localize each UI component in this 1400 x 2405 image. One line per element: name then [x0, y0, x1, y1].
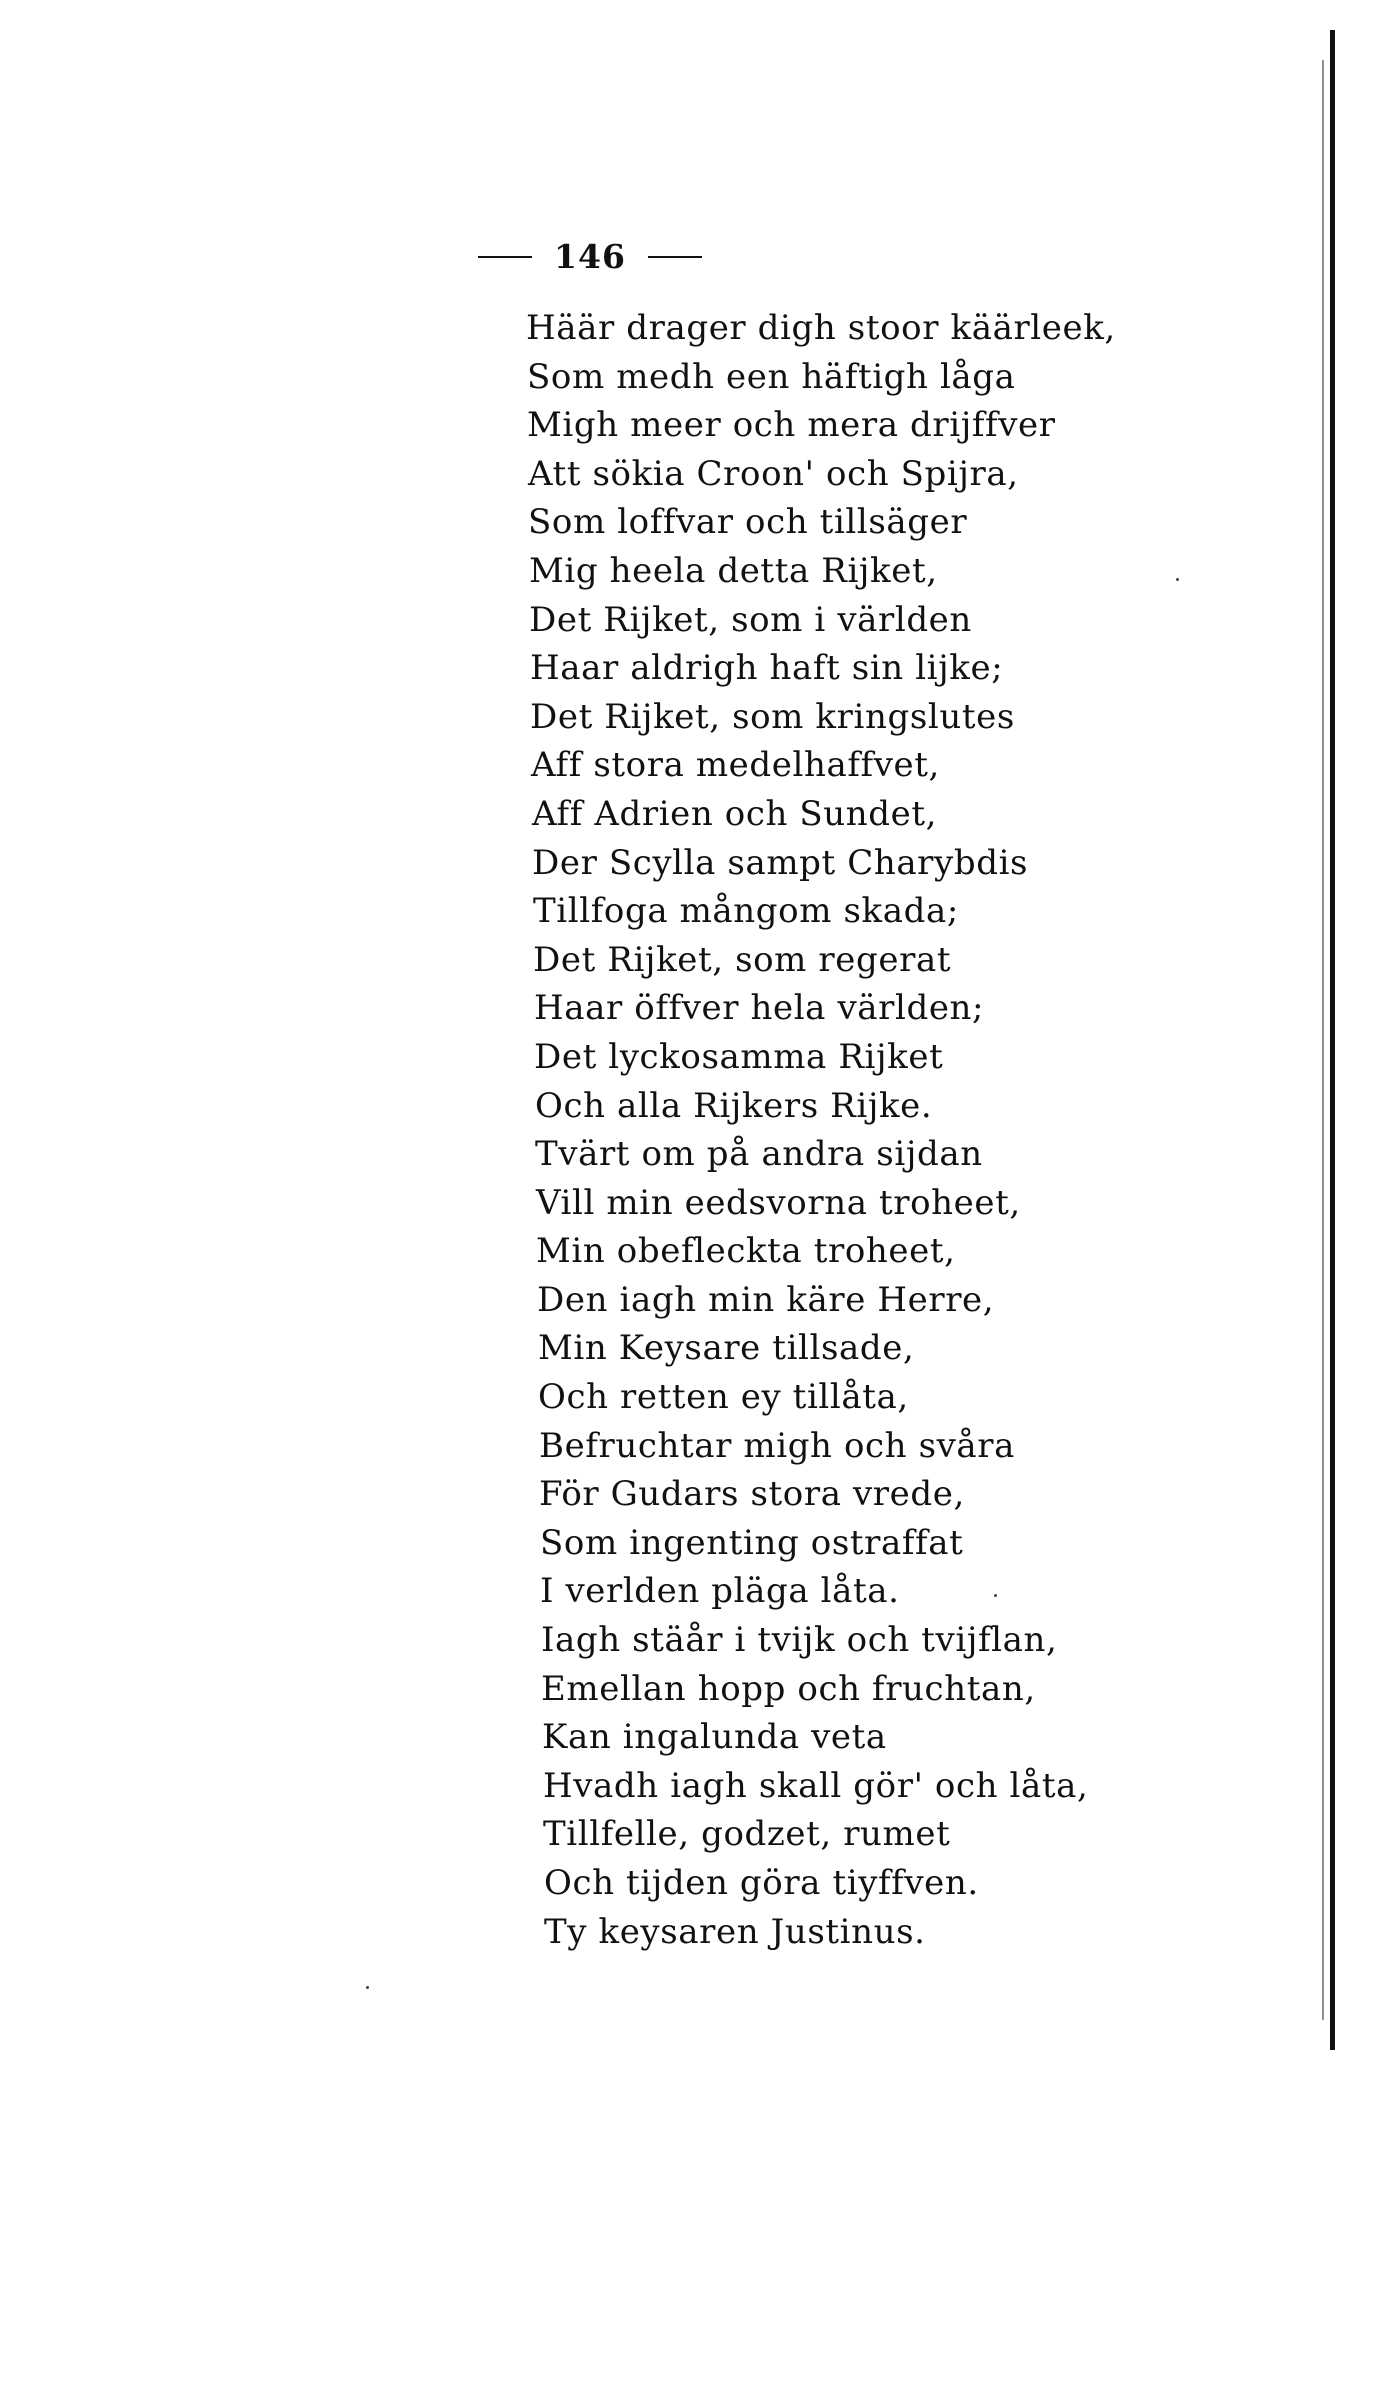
print-speck: [1176, 578, 1179, 581]
verse-line: Mig heela detta Rijket,: [529, 550, 938, 591]
header-dash-left: [478, 256, 532, 258]
verse-line: Som loffvar och tillsäger: [528, 502, 968, 543]
verse-line: Kan ingalunda veta: [542, 1717, 887, 1758]
page-edge-shadow: [1330, 30, 1335, 2050]
verse-line: Och tijden göra tiyffven.: [544, 1863, 979, 1903]
print-speck: [366, 1986, 369, 1989]
verse-line: Att sökia Croon' och Spijra,: [528, 453, 1019, 494]
page-edge-shadow-inner: [1322, 60, 1324, 2020]
verse-line: Den iagh min käre Herre,: [537, 1279, 995, 1320]
print-speck: [994, 1594, 997, 1597]
verse-line: Det lyckosamma Rijket: [534, 1036, 944, 1077]
verse-line: Det Rijket, som kringslutes: [530, 696, 1015, 737]
verse-line: Ty keysaren Justinus.: [544, 1911, 926, 1952]
verse-line: För Gudars stora vrede,: [539, 1474, 965, 1515]
verse-line: Migh meer och mera drijffver: [527, 405, 1056, 446]
verse-line: Min Keysare tillsade,: [538, 1328, 915, 1369]
page-number: 146: [554, 237, 626, 276]
verse-line: Emellan hopp och fruchtan,: [541, 1668, 1036, 1709]
verse-line: Aff stora medelhaffvet,: [531, 745, 940, 786]
verse-line: Som ingenting ostraffat: [540, 1522, 964, 1563]
verse-block: [526, 304, 1286, 1956]
verse-line: Det Rijket, som regerat: [533, 939, 952, 980]
verse-line: Min obefleckta troheet,: [536, 1231, 956, 1272]
verse-line: Tillfelle, godzet, rumet: [543, 1814, 951, 1855]
verse-line: Det Rijket, som i världen: [529, 599, 972, 640]
verse-line: Iagh stäår i tvijk och tvijflan,: [541, 1620, 1058, 1661]
verse-line: Tvärt om på andra sijdan: [535, 1134, 983, 1175]
page-header: [0, 237, 1290, 276]
verse-line: Tillfoga mångom skada;: [533, 891, 959, 932]
verse-line: Aff Adrien och Sundet,: [532, 793, 938, 834]
header-dash-right: [648, 256, 702, 258]
verse-line: Och alla Rijkers Rijke.: [535, 1085, 933, 1126]
verse-line: Och retten ey tillåta,: [538, 1377, 909, 1418]
verse-line: Befruchtar migh och svåra: [539, 1425, 1016, 1466]
verse-line: Der Scylla sampt Charybdis: [532, 842, 1029, 883]
verse-line: Häär drager digh stoor käärleek,: [526, 308, 1116, 348]
verse-line: Som medh een häftigh låga: [527, 356, 1016, 397]
verse-line: Haar aldrigh haft sin lijke;: [530, 648, 1004, 689]
verse-line: Hvadh iagh skall gör' och låta,: [543, 1765, 1089, 1806]
verse-line: Haar öffver hela världen;: [534, 988, 985, 1029]
verse-line: Vill min eedsvorna troheet,: [536, 1182, 1021, 1223]
verse-line: I verlden pläga låta.: [540, 1571, 900, 1612]
